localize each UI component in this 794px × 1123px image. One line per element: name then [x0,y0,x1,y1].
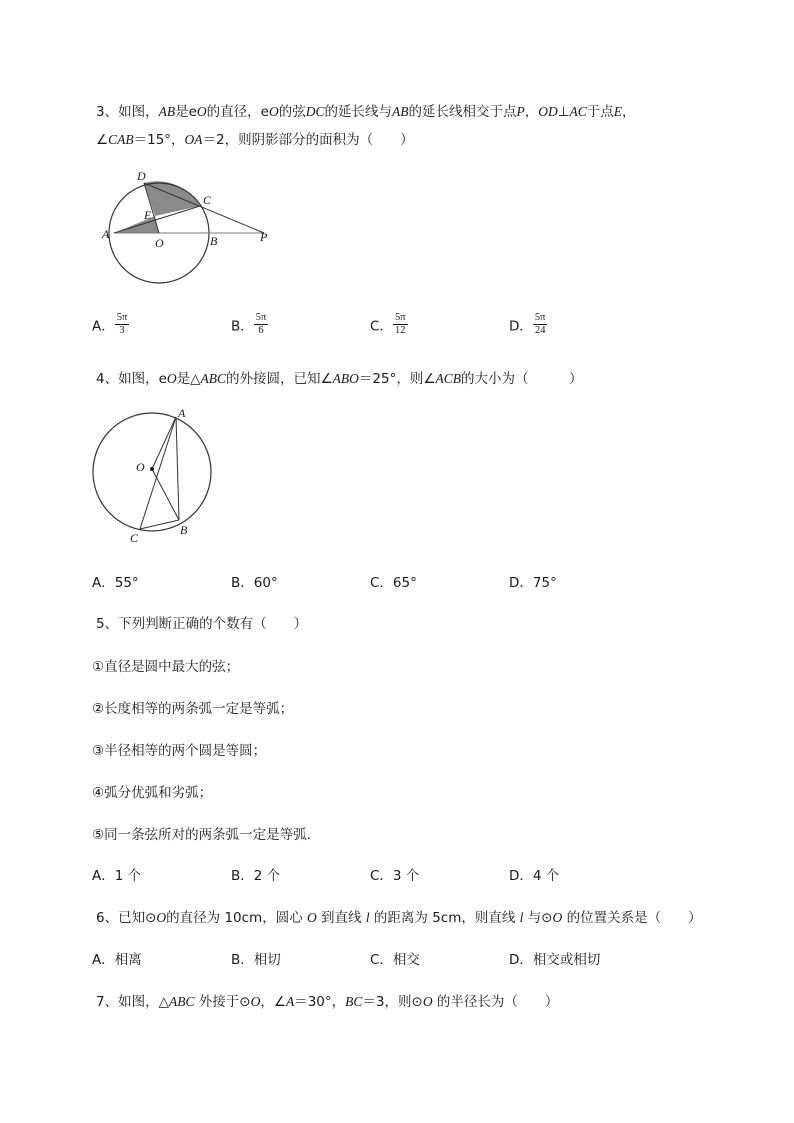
q5-item-2: ②长度相等的两条弧一定是等弧； [92,701,294,717]
q4-option-a[interactable]: A．55° [92,575,139,591]
q6-option-c[interactable]: C．相交 [370,952,420,968]
q4-line-oa [152,417,176,469]
q5-option-a[interactable]: A．1 个 [92,868,142,884]
q5-option-d[interactable]: D．4 个 [509,868,560,884]
q4-figure [88,405,223,550]
q6-option-b[interactable]: B．相切 [231,952,281,968]
q6-stem: 6、已知⊙O的直径为 10cm，圆心 O 到直线 l 的距离为 5cm，则直线 l 与⊙O 的位置关系是（ ） [96,910,702,926]
q4-label-a: A [178,406,186,420]
q4-label-o: O [136,460,145,474]
q4-center-dot [150,467,154,471]
q3-label-b: B [210,234,218,248]
q3-label-d: D [137,169,146,183]
q3-label-c: C [203,193,212,207]
q4-label-c: C [130,531,139,545]
q5-option-b[interactable]: B．2 个 [231,868,281,884]
q4-stem: 4、如图，eO是△ABC的外接圆，已知∠ABO＝25°，则∠ACB的大小为（ ） [96,371,583,387]
q4-line-ob [152,469,179,520]
q7-stem: 7、如图，△ABC 外接于⊙O，∠A＝30°，BC＝3，则⊙O 的半径长为（ ） [96,994,559,1010]
q3-option-c[interactable]: C． $\frac{5\pi}{12}$ [370,312,406,336]
q4-line-ac [140,417,176,529]
q3-label-p: P [260,230,268,244]
q4-circle [93,413,211,531]
q4-option-d[interactable]: D．75° [509,575,557,591]
q5-option-c[interactable]: C．3 个 [370,868,420,884]
q3-option-a[interactable]: A． $\frac{5\pi}{3}$ [92,312,128,336]
q3-option-d[interactable]: D． $\frac{5\pi}{24}$ [509,312,546,336]
q6-option-a[interactable]: A．相离 [92,952,142,968]
q3-label-a: A [102,227,110,241]
q3-figure [92,165,292,290]
q5-item-4: ④弧分优弧和劣弧； [92,785,213,801]
q4-label-b: B [180,523,188,537]
q3-label-o: O [155,236,164,250]
q3-option-b[interactable]: B． $\frac{5\pi}{6}$ [231,312,267,336]
q3-stem-line1: 3、如图，AB是eO的直径，eO的弦DC的延长线与AB的延长线相交于点P，OD⊥AC于点E， [96,104,636,120]
q3-stem-line2: ∠CAB＝15°，OA＝2，则阴影部分的面积为（ ） [96,132,414,148]
q3-label-e: E [144,208,152,222]
q4-line-ab [176,417,179,520]
q5-item-5: ⑤同一条弦所对的两条弧一定是等弧． [92,827,321,843]
q4-option-b[interactable]: B．60° [231,575,278,591]
q5-stem: 5、下列判断正确的个数有（ ） [96,616,308,632]
q5-item-3: ③半径相等的两个圆是等圆； [92,743,267,759]
q4-option-c[interactable]: C．65° [370,575,417,591]
q5-item-1: ①直径是圆中最大的弦； [92,659,240,675]
q6-option-d[interactable]: D．相交或相切 [509,952,601,968]
